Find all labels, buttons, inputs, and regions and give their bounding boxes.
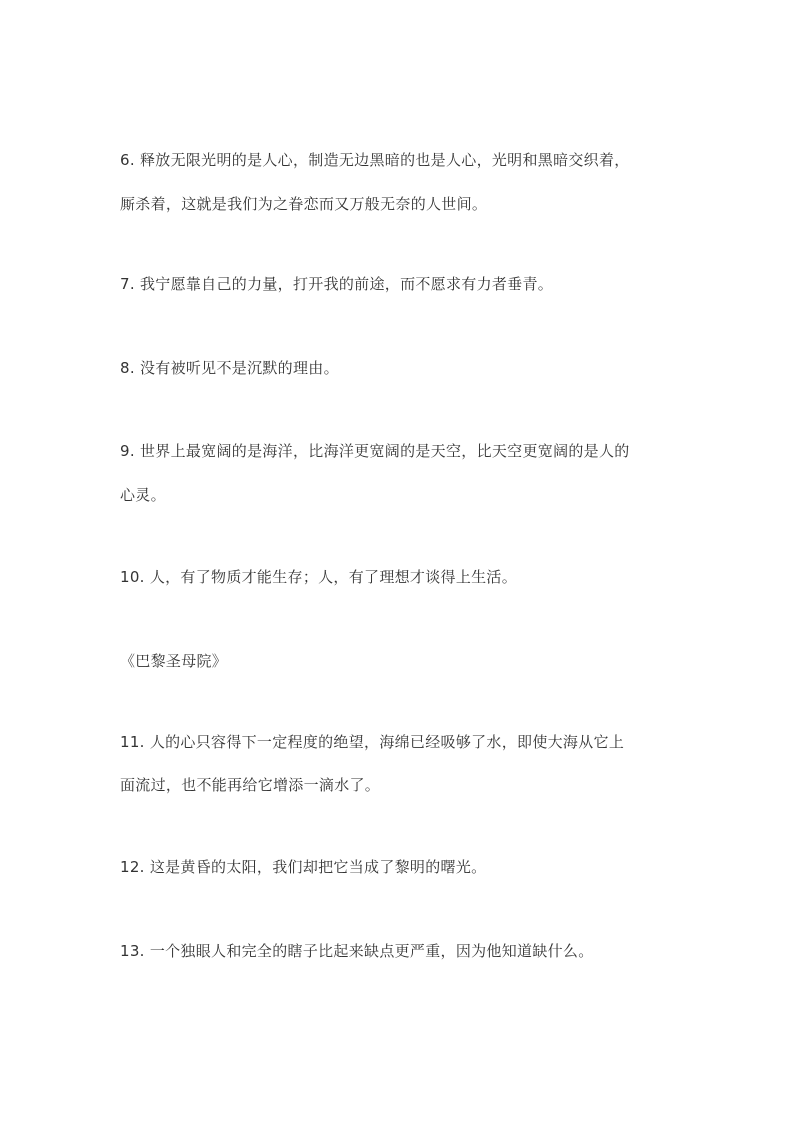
quote-6-line-2: 厮杀着，这就是我们为之眷恋而又万般无奈的人世间。 <box>120 195 488 213</box>
quote-11-line-1: 11. 人的心只容得下一定程度的绝望，海绵已经吸够了水，即使大海从它上 <box>120 733 625 751</box>
quote-10-line-1: 10. 人，有了物质才能生存；人，有了理想才谈得上生活。 <box>120 568 518 586</box>
quote-9-line-1: 9. 世界上最宽阔的是海洋，比海洋更宽阔的是天空，比天空更宽阔的是人的 <box>120 442 630 460</box>
quote-7-line-1: 7. 我宁愿靠自己的力量，打开我的前途，而不愿求有力者垂青。 <box>120 275 554 293</box>
quote-9-line-2: 心灵。 <box>120 486 166 504</box>
quote-12-line-1: 12. 这是黄昏的太阳，我们却把它当成了黎明的曙光。 <box>120 858 487 876</box>
quote-13-line-1: 13. 一个独眼人和完全的瞎子比起来缺点更严重，因为他知道缺什么。 <box>120 942 594 960</box>
quote-6-line-1: 6. 释放无限光明的是人心，制造无边黑暗的也是人心，光明和黑暗交织着， <box>120 151 630 169</box>
quote-8-line-1: 8. 没有被听见不是沉默的理由。 <box>120 359 339 377</box>
section-heading: 《巴黎圣母院》 <box>120 652 228 670</box>
quote-11-line-2: 面流过，也不能再给它增添一滴水了。 <box>120 776 381 794</box>
